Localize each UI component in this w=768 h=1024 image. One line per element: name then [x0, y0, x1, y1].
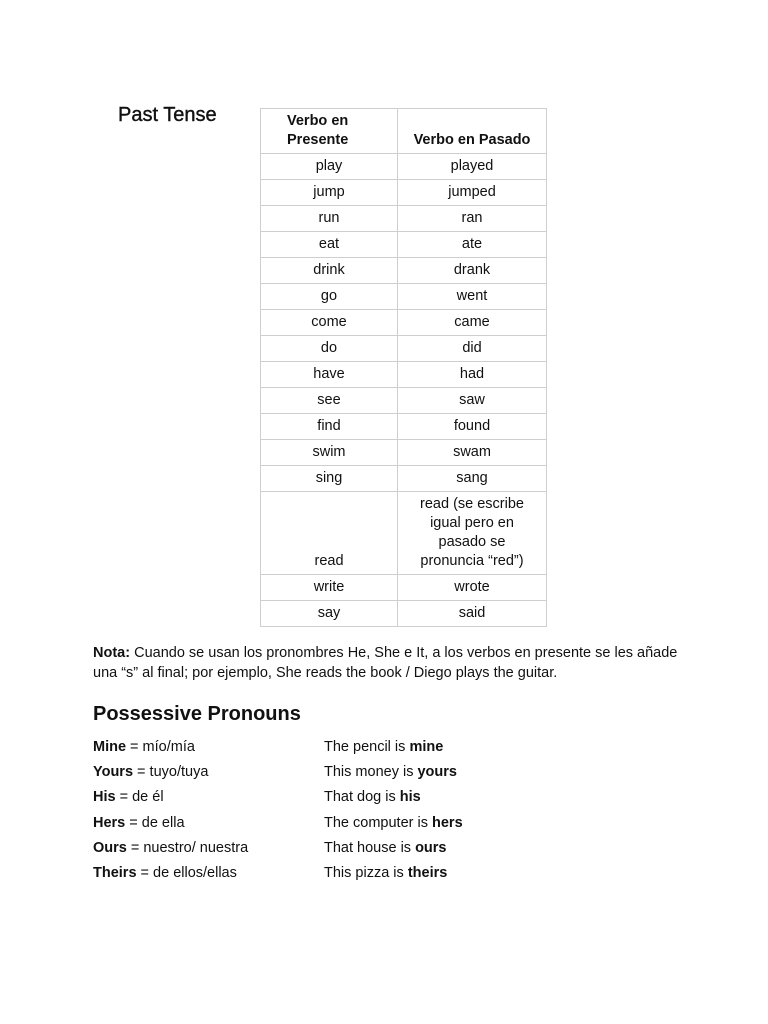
pronoun-example [324, 815, 463, 831]
past-cell: said [398, 601, 547, 627]
pronoun-definition [93, 865, 324, 881]
pronoun-definition [93, 739, 324, 755]
example-text: That dog is [324, 789, 400, 806]
present-cell: sing [261, 466, 398, 492]
example-bold: his [399, 789, 421, 806]
present-cell: find [261, 414, 398, 440]
present-cell: write [261, 575, 398, 601]
past-cell: swam [398, 440, 547, 466]
past-cell: sang [398, 466, 547, 492]
pronoun-meaning: = de él [115, 789, 164, 806]
past-cell: wrote [398, 575, 547, 601]
table-row [261, 180, 547, 206]
table-row [261, 232, 547, 258]
pronoun-example [324, 840, 447, 856]
present-cell: play [261, 154, 398, 180]
list-item [93, 835, 713, 860]
table-row [261, 440, 547, 466]
header-present: Verbo en Presente [261, 109, 398, 154]
pronoun-word: Yours [93, 763, 134, 780]
table-row [261, 575, 547, 601]
example-text: This pizza is [324, 865, 408, 882]
pronoun-example [324, 789, 421, 805]
table-row [261, 258, 547, 284]
pronoun-meaning: = de ella [125, 814, 185, 831]
present-cell: say [261, 601, 398, 627]
past-cell: ate [398, 232, 547, 258]
present-cell: eat [261, 232, 398, 258]
note-label: Nota: [93, 645, 131, 661]
past-cell: did [398, 336, 547, 362]
list-item [93, 785, 713, 810]
pronoun-example [324, 865, 447, 881]
table-row [261, 362, 547, 388]
possessive-list [93, 734, 713, 886]
pronoun-meaning: = mío/mía [126, 738, 195, 755]
present-cell: drink [261, 258, 398, 284]
example-bold: hers [432, 814, 463, 831]
table-header-row [261, 109, 547, 154]
present-cell: run [261, 206, 398, 232]
table-row [261, 154, 547, 180]
pronoun-word: Theirs [93, 865, 137, 882]
page-title: Past Tense [118, 104, 217, 126]
example-bold: ours [415, 839, 447, 856]
note-paragraph [93, 644, 693, 683]
example-text: That house is [324, 839, 416, 856]
pronoun-definition [93, 764, 324, 780]
present-cell: have [261, 362, 398, 388]
example-text: The pencil is [324, 738, 410, 755]
verb-table [260, 108, 547, 627]
present-cell: go [261, 284, 398, 310]
table-row [261, 310, 547, 336]
example-bold: theirs [407, 865, 448, 882]
present-cell: do [261, 336, 398, 362]
past-cell: drank [398, 258, 547, 284]
past-cell: ran [398, 206, 547, 232]
present-cell: jump [261, 180, 398, 206]
past-cell: read (se escribe igual pero en pasado se pronuncia “red”) [398, 492, 547, 575]
pronoun-meaning: = tuyo/tuya [133, 763, 209, 780]
list-item [93, 759, 713, 784]
past-cell: found [398, 414, 547, 440]
example-text: The computer is [324, 814, 432, 831]
pronoun-meaning: = nuestro/ nuestra [126, 839, 249, 856]
header-past: Verbo en Pasado [398, 109, 547, 154]
pronoun-word: His [93, 789, 116, 806]
pronoun-definition [93, 840, 324, 856]
example-bold: yours [417, 763, 457, 780]
list-item [93, 860, 713, 885]
pronoun-word: Ours [93, 839, 127, 856]
table-row [261, 206, 547, 232]
pronoun-example [324, 764, 457, 780]
table-row [261, 284, 547, 310]
table-row [261, 492, 547, 575]
table-row [261, 466, 547, 492]
pronoun-definition [93, 789, 324, 805]
table-row [261, 388, 547, 414]
list-item [93, 734, 713, 759]
present-cell: see [261, 388, 398, 414]
pronoun-definition [93, 815, 324, 831]
present-cell: read [261, 492, 398, 575]
example-text: This money is [324, 763, 418, 780]
past-cell: saw [398, 388, 547, 414]
example-bold: mine [409, 738, 444, 755]
note-text: Cuando se usan los pronombres He, She e It, a los verbos en presente se les añade una “s” al final; por ejemplo, She reads the book / Diego plays the guitar. [93, 645, 678, 681]
table-row [261, 601, 547, 627]
pronoun-example [324, 739, 443, 755]
pronoun-word: Mine [93, 738, 127, 755]
verb-table-body [261, 154, 547, 627]
past-cell: played [398, 154, 547, 180]
past-cell: had [398, 362, 547, 388]
pronoun-word: Hers [93, 814, 126, 831]
present-cell: come [261, 310, 398, 336]
past-cell: jumped [398, 180, 547, 206]
pronoun-meaning: = de ellos/ellas [136, 865, 237, 882]
section-title-possessive: Possessive Pronouns [93, 703, 301, 725]
table-row [261, 414, 547, 440]
table-row [261, 336, 547, 362]
past-cell: went [398, 284, 547, 310]
past-cell: came [398, 310, 547, 336]
list-item [93, 810, 713, 835]
present-cell: swim [261, 440, 398, 466]
